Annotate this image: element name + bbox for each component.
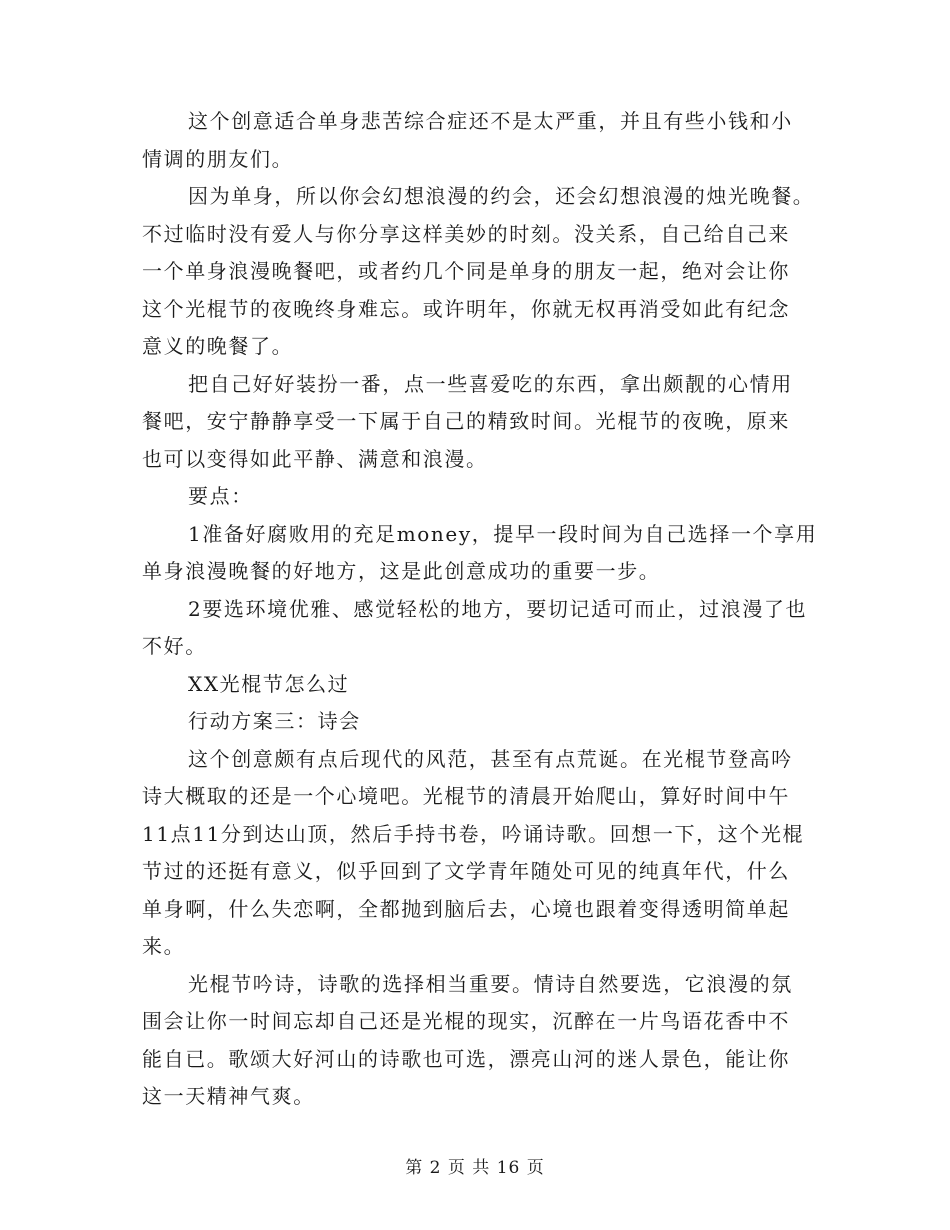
paragraph-line: 来。 — [142, 934, 186, 958]
paragraph-line: 单身啊，什么失恋啊，全都抛到脑后去，心境也跟着变得透明简单起 — [142, 896, 790, 921]
paragraph-line: 这一天精神气爽。 — [142, 1084, 315, 1108]
paragraph-line: 1准备好腐败用的充足money，提早一段时间为自己选择一个享用 — [188, 521, 818, 546]
paragraph-line: 也可以变得如此平静、满意和浪漫。 — [142, 446, 488, 471]
paragraph-line: 不过临时没有爱人与你分享这样美妙的时刻。没关系，自己给自己来 — [142, 221, 790, 246]
paragraph-line: 能自已。歌颂大好河山的诗歌也可选，漂亮山河的迷人景色，能让你 — [142, 1046, 790, 1071]
paragraph-line: 餐吧，安宁静静享受一下属于自己的精致时间。光棍节的夜晚，原来 — [142, 409, 790, 433]
paragraph-line: 单身浪漫晚餐的好地方，这是此创意成功的重要一步。 — [142, 559, 661, 583]
page-number-footer: 第 2 页 共 16 页 — [405, 1158, 545, 1178]
paragraph-line: 情调的朋友们。 — [142, 146, 294, 171]
paragraph-line: 一个单身浪漫晚餐吧，或者约几个同是单身的朋友一起，绝对会让你 — [142, 259, 790, 283]
paragraph-line: 意义的晚餐了。 — [142, 334, 294, 358]
paragraph-line: 把自己好好装扮一番，点一些喜爱吃的东西，拿出颇靓的心情用 — [188, 371, 793, 396]
paragraph-line: 诗大概取的还是一个心境吧。光棍节的清晨开始爬山，算好时间中午 — [142, 784, 790, 808]
paragraph-line: 11点11分到达山顶，然后手持书卷，吟诵诗歌。回想一下，这个光棍 — [142, 821, 805, 846]
paragraph-line: 不好。 — [142, 634, 207, 658]
paragraph-line: 这个创意适合单身悲苦综合症还不是太严重，并且有些小钱和小 — [188, 109, 793, 133]
paragraph-line: 2要选环境优雅、感觉轻松的地方，要切记适可而止，过浪漫了也 — [188, 596, 808, 621]
document-body — [142, 103, 818, 1116]
subsection-heading: 行动方案三：诗会 — [188, 709, 361, 733]
paragraph-line: 围会让你一时间忘却自己还是光棍的现实，沉醉在一片鸟语花香中不 — [142, 1009, 790, 1033]
paragraph-line: 因为单身，所以你会幻想浪漫的约会，还会幻想浪漫的烛光晚餐。 — [188, 184, 815, 208]
paragraph-line: 节过的还挺有意义，似乎回到了文学青年随处可见的纯真年代，什么 — [142, 859, 790, 883]
section-heading: XX光棍节怎么过 — [188, 671, 350, 696]
paragraph-line: 光棍节吟诗，诗歌的选择相当重要。情诗自然要选，它浪漫的氛 — [188, 971, 793, 996]
paragraph-line: 这个创意颇有点后现代的风范，甚至有点荒诞。在光棍节登高吟 — [188, 746, 793, 771]
paragraph-line: 要点： — [188, 484, 253, 508]
paragraph-line: 这个光棍节的夜晚终身难忘。或许明年，你就无权再消受如此有纪念 — [142, 296, 790, 321]
